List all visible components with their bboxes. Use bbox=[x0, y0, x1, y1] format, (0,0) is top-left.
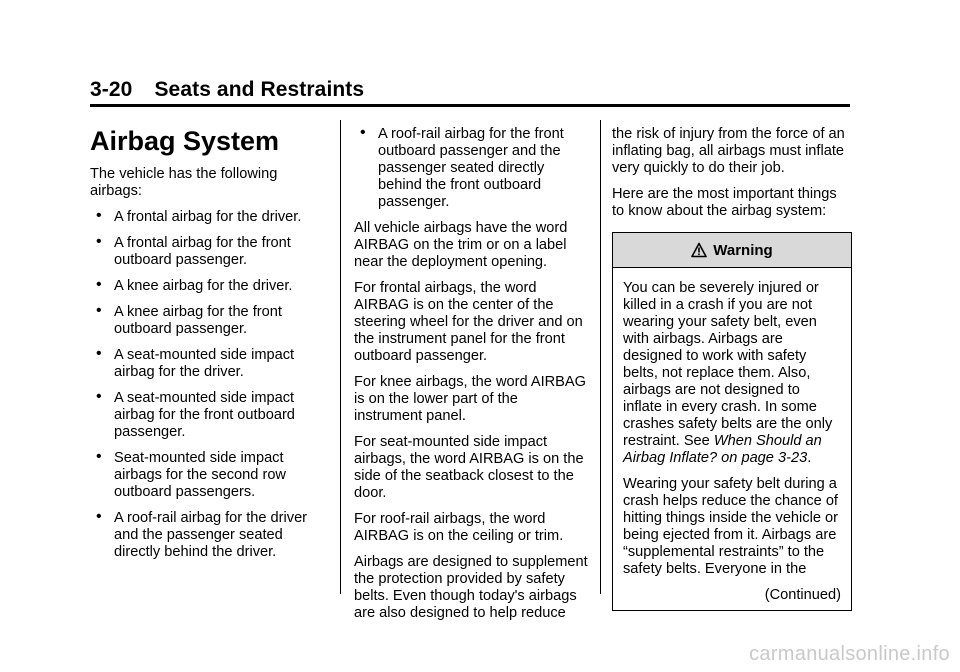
page-header bbox=[90, 78, 364, 102]
list-item: • Seat-mounted side impact airbags for the second row outboard passengers. bbox=[96, 448, 286, 500]
page-number: 3-20 bbox=[90, 78, 133, 101]
column-2 bbox=[354, 126, 590, 631]
bullet-icon: • bbox=[360, 124, 366, 141]
cross-reference-link[interactable]: When Should an Airbag Inflate? on page 3-23 bbox=[623, 433, 822, 466]
bullet-icon: • bbox=[96, 345, 102, 362]
bullet-icon: • bbox=[96, 448, 102, 465]
section-title: Airbag System bbox=[90, 126, 280, 156]
bullet-icon: • bbox=[96, 207, 102, 224]
bullet-icon: • bbox=[96, 302, 102, 319]
chapter-title: Seats and Restraints bbox=[154, 78, 365, 101]
paragraph: the risk of injury from the force of an inflating bag, all airbags must inflate very quickly to do their job. bbox=[612, 126, 845, 176]
bullet-icon: • bbox=[96, 276, 102, 293]
paragraph: For frontal airbags, the word AIRBAG is on the center of the steering wheel for the driver and on the instrument panel for the front outboard passenger. bbox=[354, 280, 583, 364]
list-item: • A seat-mounted side impact airbag for the driver. bbox=[96, 345, 295, 380]
bullet-icon: • bbox=[96, 233, 102, 250]
paragraph: Airbags are designed to supplement the protection provided by safety belts. Even though today's airbags are also designed to help reduce bbox=[354, 554, 588, 621]
list-item: • A knee airbag for the driver. bbox=[96, 276, 293, 294]
column-divider-1 bbox=[340, 120, 341, 594]
bullet-icon: • bbox=[96, 388, 102, 405]
list-item: • A roof-rail airbag for the driver and the passenger seated directly behind the driver. bbox=[96, 508, 308, 560]
airbag-list bbox=[90, 209, 320, 561]
continued-label: (Continued) bbox=[764, 587, 841, 603]
warning-box bbox=[612, 232, 852, 611]
list-item: • A seat-mounted side impact airbag for the front outboard passenger. bbox=[96, 388, 295, 440]
intro-paragraph: The vehicle has the following airbags: bbox=[90, 166, 278, 199]
paragraph: For roof-rail airbags, the word AIRBAG is on the ceiling or trim. bbox=[354, 511, 564, 544]
paragraph: All vehicle airbags have the word AIRBAG on the trim or on a label near the deployment opening. bbox=[354, 220, 568, 270]
watermark: carmanualsonline.info bbox=[749, 643, 950, 665]
list-item: • A frontal airbag for the driver. bbox=[96, 207, 302, 225]
warning-paragraph-2: Wearing your safety belt during a crash helps reduce the chance of hitting things inside the vehicle or being ejected from it. Airbags are “supplemental restraints” to the safety belts. Everyone in the bbox=[623, 476, 838, 577]
paragraph: Here are the most important things to know about the airbag system: bbox=[612, 186, 837, 219]
list-item: • A knee airbag for the front outboard passenger. bbox=[96, 302, 282, 337]
bullet-icon: • bbox=[96, 508, 102, 525]
column-1 bbox=[90, 120, 320, 570]
warning-paragraph-1: You can be severely injured or killed in a crash if you are not wearing your safety belt, even with airbags. Airbags are designed to work with safety belts, not replace them. Also, airbags are not designed to inflate in every crash. In some crashes safety belts are the only restraint. See When Should an Airbag Inflate? on page 3-23. bbox=[623, 280, 833, 466]
paragraph: For seat-mounted side impact airbags, the word AIRBAG is on the side of the seatback closest to the door. bbox=[354, 434, 584, 501]
warning-header bbox=[613, 233, 851, 268]
header-rule bbox=[90, 104, 850, 107]
warning-body bbox=[613, 268, 851, 610]
paragraph: For knee airbags, the word AIRBAG is on the lower part of the instrument panel. bbox=[354, 374, 586, 424]
airbag-list-continued bbox=[354, 126, 590, 211]
list-item: • A frontal airbag for the front outboard passenger. bbox=[96, 233, 291, 268]
column-divider-2 bbox=[600, 120, 601, 594]
list-item: • A roof-rail airbag for the front outboard passenger and the passenger seated directly behind the front outboard passenger. bbox=[360, 124, 564, 210]
warning-icon bbox=[691, 242, 707, 258]
column-3 bbox=[612, 126, 852, 611]
warning-title: Warning bbox=[713, 241, 773, 259]
